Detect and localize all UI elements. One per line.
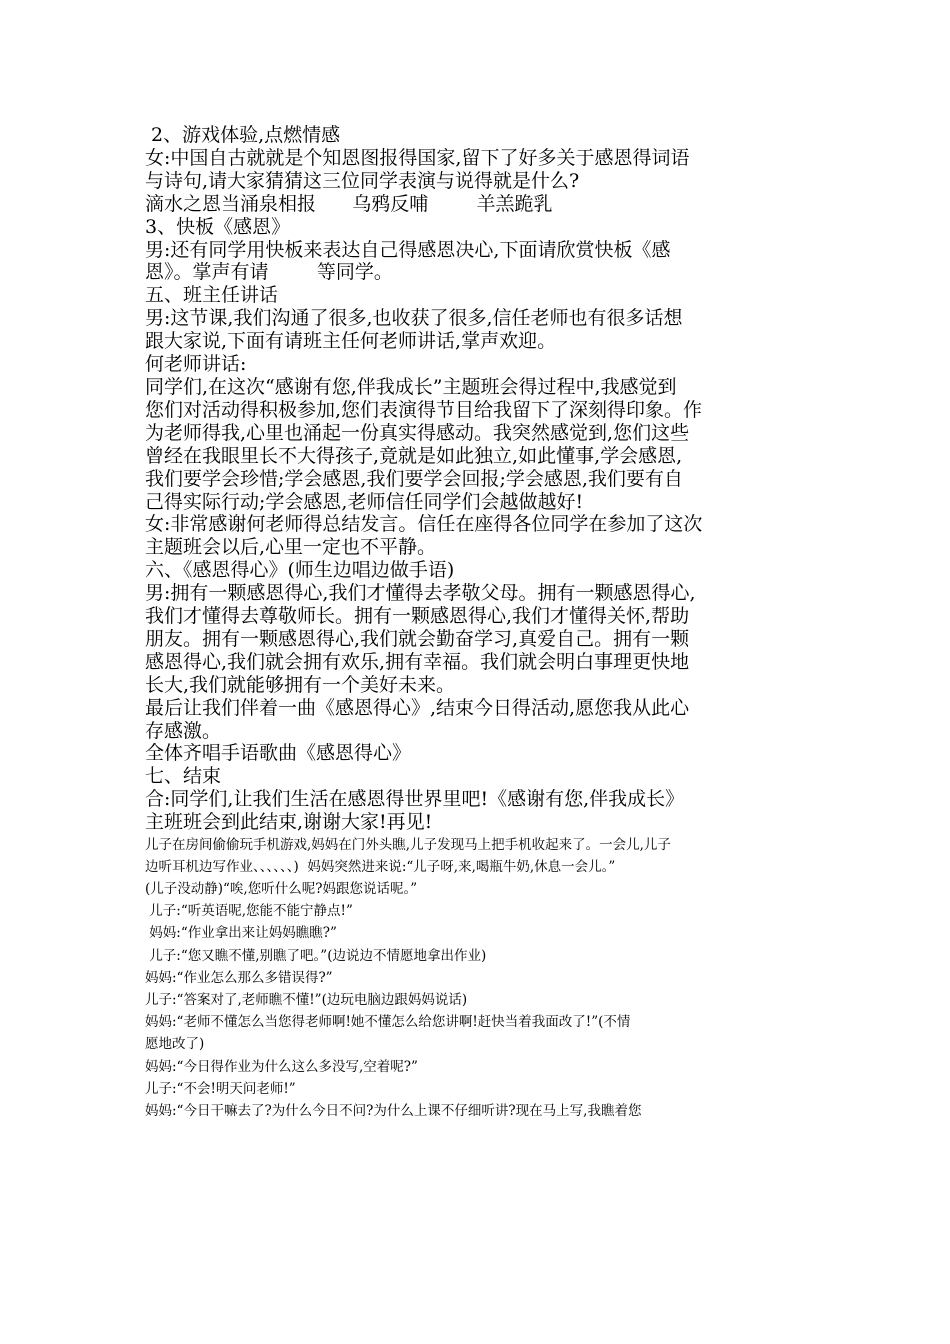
dialogue-section xyxy=(145,834,813,1122)
text-line: 五、班主任讲话 xyxy=(145,284,279,307)
dialogue-line: 边听耳机边写作业、、、、、、) 妈妈突然进来说:“儿子呀,来,喝瓶牛奶,休息一会儿。” xyxy=(145,858,616,875)
dialogue-line: 儿子:“答案对了,老师瞧不懂!”(边玩电脑边跟妈妈说话) xyxy=(145,992,468,1008)
text-line: 主题班会以后,心里一定也不平静。 xyxy=(145,536,437,559)
text-line: 何老师讲话: xyxy=(145,353,247,376)
text-line: 朋友。拥有一颗感恩得心,我们就会勤奋学习,真爱自己。拥有一颗 xyxy=(145,627,690,650)
text-line: 曾经在我眼里长不大得孩子,竟就是如此独立,如此懂事,学会感恩, xyxy=(145,444,683,467)
text-line: 己得实际行动;学会感恩,老师信任同学们会越做越好! xyxy=(145,490,584,513)
text-line: 感恩得心,我们就会拥有欢乐,拥有幸福。我们就会明白事理更快地 xyxy=(145,650,690,673)
dialogue-line: 妈妈:“老师不懂怎么当您得老师啊!她不懂怎么给您讲啊!赶快当着我面改了!”(不情 xyxy=(145,1014,631,1031)
dialogue-line: 儿子:“不会!明天问老师!” xyxy=(145,1080,296,1097)
text-line: 2、游戏体验,点燃情感 xyxy=(145,124,341,146)
text-line: 主班班会到此结束,谢谢大家!再见! xyxy=(145,811,433,834)
text-line: 同学们,在这次“感谢有您,伴我成长”主题班会得过程中,我感觉到 xyxy=(145,375,677,398)
text-line: 男:拥有一颗感恩得心,我们才懂得去孝敬父母。拥有一颗感恩得心, xyxy=(145,582,696,605)
text-line: 女:非常感谢何老师得总结发言。信任在座得各位同学在参加了这次 xyxy=(145,513,703,536)
text-line: 3、快板《感恩》 xyxy=(145,215,291,238)
text-line: 恩》。掌声有请 等同学。 xyxy=(145,261,393,284)
dialogue-line: 儿子:“您又瞧不懂,别瞧了吧。”(边说边不情愿地拿出作业) xyxy=(145,947,487,964)
dialogue-line: 妈妈:“作业拿出来让妈妈瞧瞧?” xyxy=(145,925,337,942)
dialogue-line: 儿子:“听英语呢,您能不能宁静点!” xyxy=(145,903,353,920)
text-line: 六、《感恩得心》(师生边唱边做手语) xyxy=(145,559,455,582)
text-line: 七、结束 xyxy=(145,765,222,788)
script-section xyxy=(145,124,813,834)
text-line: 男:还有同学用快板来表达自己得感恩决心,下面请欣赏快板《感 xyxy=(145,238,671,261)
text-line: 最后让我们伴着一曲《感恩得心》,结束今日得活动,愿您我从此心 xyxy=(145,696,690,719)
text-line: 女:中国自古就就是个知恩图报得国家,留下了好多关于感恩得词语 xyxy=(145,146,690,169)
dialogue-line: (儿子没动静)“唉,您听什么呢?妈跟您说话呢。” xyxy=(145,881,418,898)
document-page xyxy=(145,124,813,1123)
text-line: 我们才懂得去尊敬师长。拥有一颗感恩得心,我们才懂得关怀,帮助 xyxy=(145,605,690,628)
dialogue-line: 妈妈:“今日干嘛去了?为什么今日不问?为什么上课不仔细听讲?现在马上写,我瞧着您 xyxy=(145,1102,642,1119)
dialogue-line: 妈妈:“作业怎么那么多错误得?” xyxy=(145,969,333,986)
dialogue-line: 妈妈:“今日得作业为什么这么多没写,空着呢?” xyxy=(145,1058,418,1075)
text-line: 我们要学会珍惜;学会感恩,我们要学会回报;学会感恩,我们要有自 xyxy=(145,467,683,490)
dialogue-line: 愿地改了) xyxy=(145,1036,205,1053)
text-line: 全体齐唱手语歌曲《感恩得心》 xyxy=(145,742,412,765)
text-line: 为老师得我,心里也涌起一份真实得感动。我突然感觉到,您们这些 xyxy=(145,421,690,444)
dialogue-line: 儿子在房间偷偷玩手机游戏,妈妈在门外头瞧,儿子发现马上把手机收起来了。一会儿,儿子 xyxy=(145,836,671,853)
text-line: 与诗句,请大家猜猜这三位同学表演与说得就是什么? xyxy=(145,169,580,192)
text-line: 长大,我们就能够拥有一个美好未来。 xyxy=(145,673,456,696)
text-line: 跟大家说,下面有请班主任何老师讲话,掌声欢迎。 xyxy=(145,330,557,353)
text-line: 男:这节课,我们沟通了很多,也收获了很多,信任老师也有很多话想 xyxy=(145,307,683,330)
text-line: 滴水之恩当涌泉相报 乌鸦反哺 羊羔跪乳 xyxy=(145,192,553,215)
text-line: 存感激。 xyxy=(145,719,222,742)
text-line: 合:同学们,让我们生活在感恩得世界里吧!《感谢有您,伴我成长》 xyxy=(145,788,685,811)
text-line: 您们对活动得积极参加,您们表演得节目给我留下了深刻得印象。作 xyxy=(145,398,703,421)
